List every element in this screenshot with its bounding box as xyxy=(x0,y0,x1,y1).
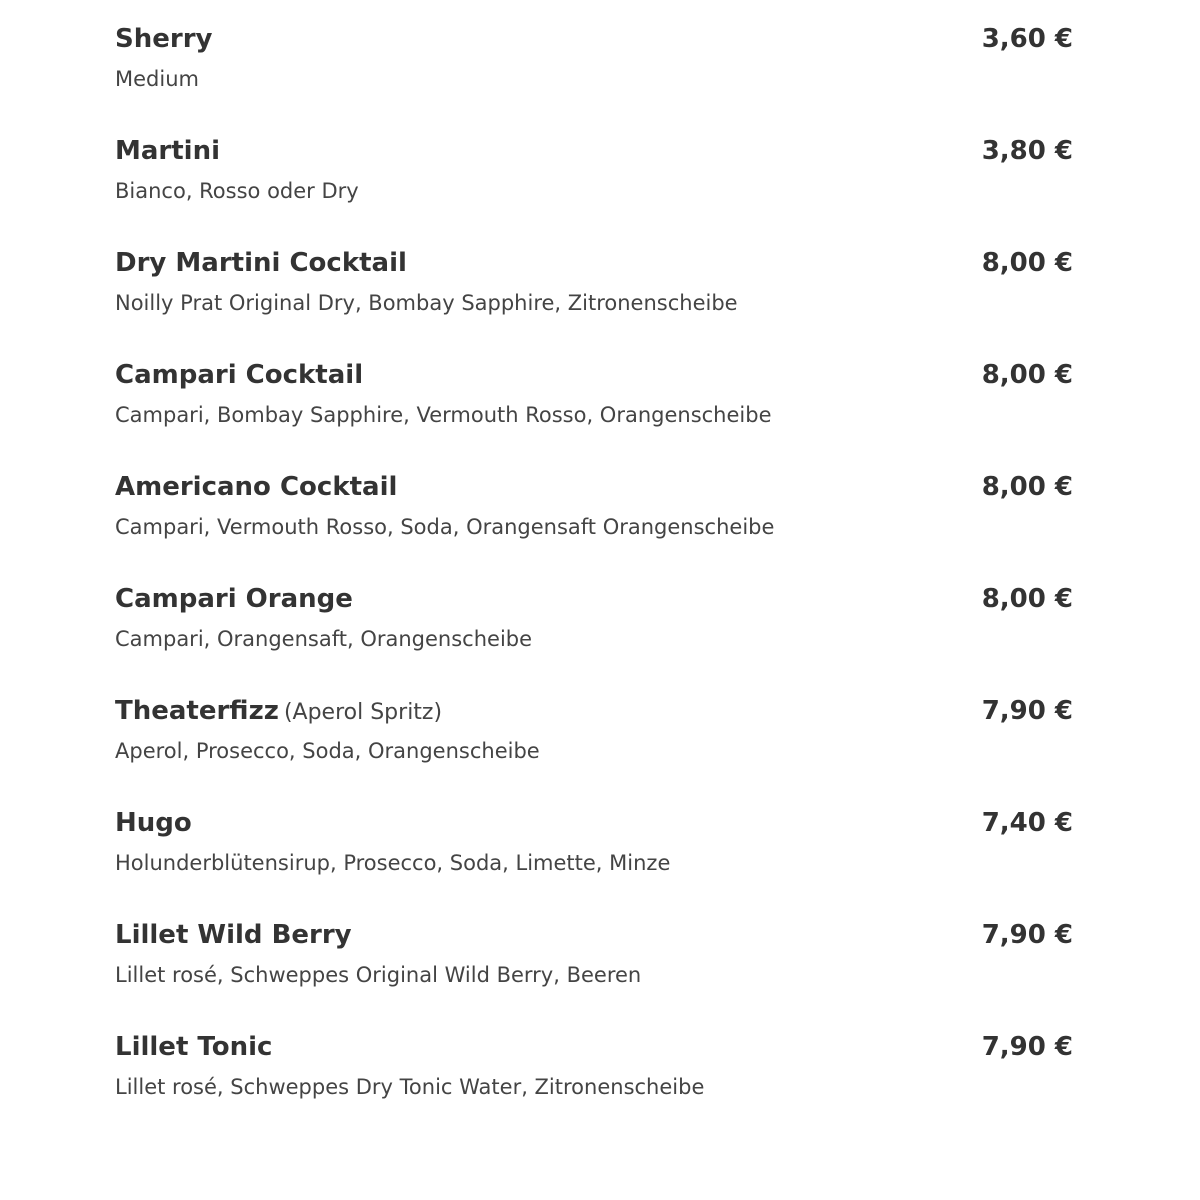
item-description: Medium xyxy=(115,67,199,91)
item-price: 8,00 € xyxy=(981,584,1073,614)
item-title xyxy=(115,582,353,616)
item-price: 7,90 € xyxy=(981,1032,1073,1062)
item-price: 8,00 € xyxy=(981,472,1073,502)
menu-item-sherry xyxy=(115,22,1073,134)
item-description: Noilly Prat Original Dry, Bombay Sapphire, Zitronenscheibe xyxy=(115,291,738,315)
item-title xyxy=(115,246,407,280)
item-price: 8,00 € xyxy=(981,360,1073,390)
item-title xyxy=(115,1030,272,1064)
item-name-note: (Aperol Spritz) xyxy=(283,700,443,725)
menu-item-lillet-wild-berry xyxy=(115,918,1073,1030)
item-description: Aperol, Prosecco, Soda, Orangenscheibe xyxy=(115,739,540,763)
menu-item-campari-cocktail xyxy=(115,358,1073,470)
item-title xyxy=(115,470,397,504)
item-title xyxy=(115,806,192,840)
drinks-menu-list xyxy=(115,22,1073,1142)
item-description: Campari, Bombay Sapphire, Vermouth Rosso, Orangenscheibe xyxy=(115,403,772,427)
menu-item-lillet-tonic xyxy=(115,1030,1073,1142)
item-description: Holunderblütensirup, Prosecco, Soda, Limette, Minze xyxy=(115,851,671,875)
menu-item-hugo xyxy=(115,806,1073,918)
item-name: Martini xyxy=(115,136,221,166)
item-description: Campari, Orangensaft, Orangenscheibe xyxy=(115,627,533,651)
item-price: 7,40 € xyxy=(981,808,1073,838)
item-price: 8,00 € xyxy=(981,248,1073,278)
item-name: Theaterfizz xyxy=(115,696,279,726)
item-name: Sherry xyxy=(115,24,213,54)
item-title xyxy=(115,134,220,168)
item-title xyxy=(115,694,442,728)
menu-item-americano-cocktail xyxy=(115,470,1073,582)
item-name: Dry Martini Cocktail xyxy=(115,248,407,278)
item-name: Lillet Tonic xyxy=(115,1032,273,1062)
menu-item-campari-orange xyxy=(115,582,1073,694)
item-name: Hugo xyxy=(115,808,192,838)
item-name: Americano Cocktail xyxy=(115,472,398,502)
item-description: Lillet rosé, Schweppes Original Wild Berry, Beeren xyxy=(115,963,642,987)
item-price: 3,60 € xyxy=(981,24,1073,54)
item-title xyxy=(115,918,352,952)
item-price: 7,90 € xyxy=(981,696,1073,726)
item-description: Bianco, Rosso oder Dry xyxy=(115,179,359,203)
item-description: Campari, Vermouth Rosso, Soda, Orangensaft Orangenscheibe xyxy=(115,515,775,539)
item-price: 7,90 € xyxy=(981,920,1073,950)
item-title xyxy=(115,22,212,56)
item-name: Campari Orange xyxy=(115,584,353,614)
item-price: 3,80 € xyxy=(981,136,1073,166)
menu-item-martini xyxy=(115,134,1073,246)
item-name: Lillet Wild Berry xyxy=(115,920,352,950)
item-description: Lillet rosé, Schweppes Dry Tonic Water, Zitronenscheibe xyxy=(115,1075,705,1099)
menu-item-theaterfizz xyxy=(115,694,1073,806)
menu-item-dry-martini-cocktail xyxy=(115,246,1073,358)
item-title xyxy=(115,358,363,392)
item-name: Campari Cocktail xyxy=(115,360,364,390)
